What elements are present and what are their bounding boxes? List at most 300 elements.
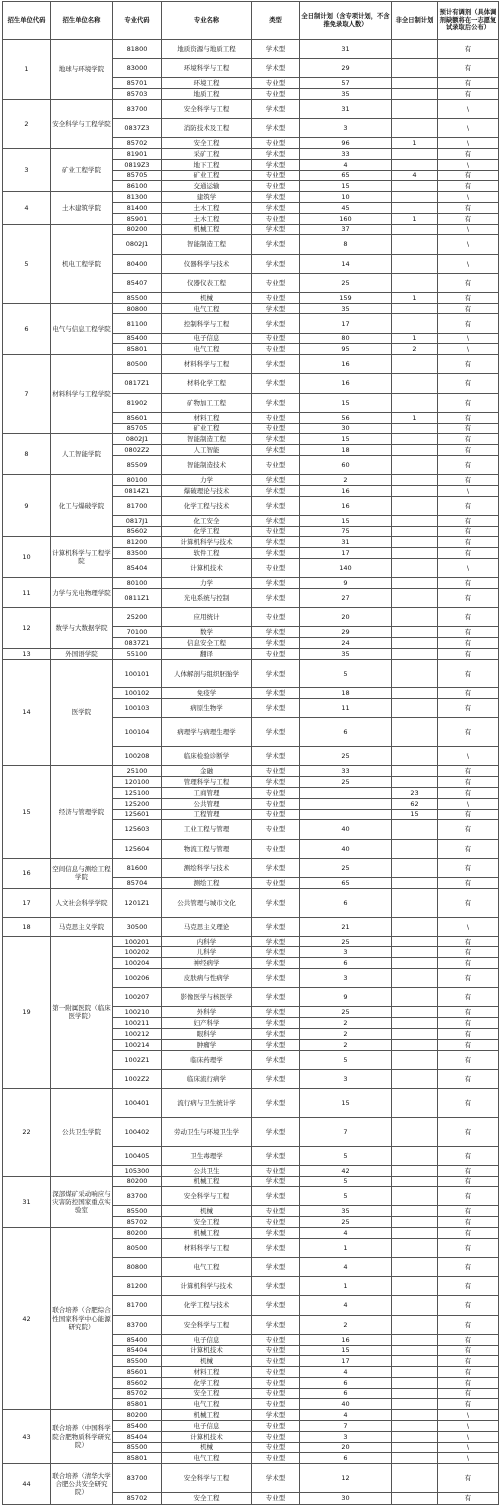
major-name-cell: 电子信息 xyxy=(162,1421,252,1432)
type-cell: 学术型 xyxy=(252,475,300,486)
adjustment-cell: \ xyxy=(438,485,499,496)
major-code-cell: 85705 xyxy=(113,423,162,434)
major-code-cell: 83000 xyxy=(113,59,162,78)
major-code-cell: 85703 xyxy=(113,89,162,100)
major-name-cell: 地质资源与地质工程 xyxy=(162,40,252,59)
adjustment-cell: 有 xyxy=(438,1258,499,1277)
fulltime-plan-cell: 11 xyxy=(300,699,392,718)
parttime-plan-cell xyxy=(392,1442,438,1453)
adjustment-cell: 有 xyxy=(438,1176,499,1187)
type-cell: 专业型 xyxy=(252,170,300,181)
type-cell: 学术型 xyxy=(252,485,300,496)
type-cell: 学术型 xyxy=(252,988,300,1007)
fulltime-plan-cell: 160 xyxy=(300,213,392,224)
major-code-cell: 30500 xyxy=(113,917,162,936)
parttime-plan-cell xyxy=(392,89,438,100)
table-row xyxy=(3,224,499,235)
parttime-plan-cell xyxy=(392,203,438,214)
adjustment-cell: \ xyxy=(438,192,499,203)
adjustment-cell: 有 xyxy=(438,1334,499,1345)
type-cell: 专业型 xyxy=(252,292,300,303)
major-code-cell: 125604 xyxy=(113,839,162,858)
major-code-cell: 85404 xyxy=(113,1345,162,1356)
fulltime-plan-cell: 21 xyxy=(300,917,392,936)
major-code-cell: 80200 xyxy=(113,1228,162,1239)
parttime-plan-cell xyxy=(392,1334,438,1345)
table-row xyxy=(3,659,499,688)
adjustment-cell: 有 xyxy=(438,936,499,947)
parttime-plan-cell: 1 xyxy=(392,138,438,149)
fulltime-plan-cell: 2 xyxy=(300,1018,392,1029)
major-code-cell: 85705 xyxy=(113,170,162,181)
type-cell: 专业型 xyxy=(252,820,300,839)
fulltime-plan-cell: 5 xyxy=(300,1187,392,1206)
adjustment-cell: 有 xyxy=(438,181,499,192)
major-name-cell: 计算机科学与技术 xyxy=(162,1277,252,1296)
major-code-cell: 85801 xyxy=(113,344,162,355)
adjustment-cell: \ xyxy=(438,224,499,235)
parttime-plan-cell xyxy=(392,119,438,138)
fulltime-plan-cell: 17 xyxy=(300,548,392,559)
adjustment-cell: 有 xyxy=(438,455,499,474)
parttime-plan-cell xyxy=(392,1028,438,1039)
type-cell: 学术型 xyxy=(252,224,300,235)
fulltime-plan-cell: 25 xyxy=(300,1217,392,1228)
adjustment-cell: 有 xyxy=(438,412,499,423)
parttime-plan-cell xyxy=(392,1039,438,1050)
unit-name-cell: 第一附属医院（临床医学院） xyxy=(51,936,113,1088)
type-cell: 专业型 xyxy=(252,1377,300,1388)
major-code-cell: 81800 xyxy=(113,40,162,59)
fulltime-plan-cell: 6 xyxy=(300,718,392,747)
table-row xyxy=(3,99,499,118)
adjustment-cell: \ xyxy=(438,558,499,577)
major-name-cell: 机械 xyxy=(162,1356,252,1367)
parttime-plan-cell xyxy=(392,496,438,515)
major-code-cell: 0817J1 xyxy=(113,515,162,526)
type-cell: 学术型 xyxy=(252,203,300,214)
fulltime-plan-cell: 2 xyxy=(300,1315,392,1334)
unit-name-cell: 联合培养（合肥综合性国家科学中心能源研究院） xyxy=(51,1228,113,1410)
type-cell: 专业型 xyxy=(252,1421,300,1432)
adjustment-cell: 有 xyxy=(438,548,499,559)
type-cell: 学术型 xyxy=(252,1228,300,1239)
adjustment-cell: \ xyxy=(438,1453,499,1464)
major-code-cell: 85500 xyxy=(113,1356,162,1367)
type-cell: 专业型 xyxy=(252,455,300,474)
col-header-unit-code: 招生单位代码 xyxy=(3,2,51,40)
major-name-cell: 消防技术及工程 xyxy=(162,119,252,138)
parttime-plan-cell xyxy=(392,149,438,160)
fulltime-plan-cell: 6 xyxy=(300,1388,392,1399)
adjustment-cell: 有 xyxy=(438,648,499,659)
parttime-plan-cell xyxy=(392,888,438,917)
adjustment-cell: 有 xyxy=(438,314,499,333)
fulltime-plan-cell: 3 xyxy=(300,969,392,988)
fulltime-plan-cell: 65 xyxy=(300,877,392,888)
type-cell: 学术型 xyxy=(252,777,300,788)
fulltime-plan-cell: 31 xyxy=(300,99,392,118)
major-name-cell: 机械工程 xyxy=(162,1410,252,1421)
parttime-plan-cell xyxy=(392,877,438,888)
major-code-cell: 125100 xyxy=(113,788,162,799)
fulltime-plan-cell: 16 xyxy=(300,374,392,393)
major-name-cell: 控制科学与工程 xyxy=(162,314,252,333)
type-cell: 学术型 xyxy=(252,314,300,333)
parttime-plan-cell xyxy=(392,1146,438,1165)
adjustment-cell: 有 xyxy=(438,699,499,718)
table-row xyxy=(3,578,499,589)
adjustment-cell: 有 xyxy=(438,393,499,412)
adjustment-cell: 有 xyxy=(438,374,499,393)
major-code-cell: 85702 xyxy=(113,1492,162,1504)
type-cell: 学术型 xyxy=(252,374,300,393)
type-cell: 专业型 xyxy=(252,1492,300,1504)
major-name-cell: 工商管理 xyxy=(162,788,252,799)
major-name-cell: 工业工程与管理 xyxy=(162,820,252,839)
table-row xyxy=(3,1410,499,1421)
parttime-plan-cell xyxy=(392,1187,438,1206)
major-code-cell: 85407 xyxy=(113,273,162,292)
fulltime-plan-cell: 56 xyxy=(300,412,392,423)
major-name-cell: 儿科学 xyxy=(162,947,252,958)
unit-name-cell: 安全科学与工程学院 xyxy=(51,99,113,148)
major-code-cell: 125601 xyxy=(113,809,162,820)
type-cell: 专业型 xyxy=(252,333,300,344)
adjustment-cell: 有 xyxy=(438,496,499,515)
major-code-cell: 100101 xyxy=(113,659,162,688)
major-name-cell: 卫生毒理学 xyxy=(162,1146,252,1165)
table-row xyxy=(3,917,499,936)
adjustment-cell: \ xyxy=(438,254,499,273)
fulltime-plan-cell: 5 xyxy=(300,1176,392,1187)
type-cell: 学术型 xyxy=(252,1238,300,1257)
parttime-plan-cell xyxy=(392,78,438,89)
fulltime-plan-cell: 40 xyxy=(300,839,392,858)
table-row xyxy=(3,888,499,917)
fulltime-plan-cell: 40 xyxy=(300,820,392,839)
major-code-cell: 85404 xyxy=(113,558,162,577)
adjustment-cell: 有 xyxy=(438,588,499,607)
adjustment-cell: 有 xyxy=(438,1464,499,1493)
unit-code-cell: 14 xyxy=(3,659,51,766)
major-code-cell: 0802J1 xyxy=(113,235,162,254)
unit-code-cell: 16 xyxy=(3,858,51,888)
fulltime-plan-cell: 6 xyxy=(300,1377,392,1388)
adjustment-cell: 有 xyxy=(438,273,499,292)
major-code-cell: 81100 xyxy=(113,314,162,333)
parttime-plan-cell xyxy=(392,40,438,59)
adjustment-cell: 有 xyxy=(438,213,499,224)
adjustment-cell: 有 xyxy=(438,1018,499,1029)
fulltime-plan-cell: 25 xyxy=(300,858,392,877)
type-cell: 学术型 xyxy=(252,1315,300,1334)
major-name-cell: 仪器仪表工程 xyxy=(162,273,252,292)
type-cell: 学术型 xyxy=(252,445,300,456)
fulltime-plan-cell: 25 xyxy=(300,777,392,788)
unit-code-cell: 18 xyxy=(3,917,51,936)
major-code-cell: 25200 xyxy=(113,608,162,627)
major-code-cell: 80400 xyxy=(113,254,162,273)
major-code-cell: 55100 xyxy=(113,648,162,659)
parttime-plan-cell: 1 xyxy=(392,412,438,423)
parttime-plan-cell: 62 xyxy=(392,798,438,809)
fulltime-plan-cell: 140 xyxy=(300,558,392,577)
major-code-cell: 100102 xyxy=(113,688,162,699)
major-name-cell: 工程管理 xyxy=(162,809,252,820)
fulltime-plan-cell: 9 xyxy=(300,988,392,1007)
major-name-cell: 公共管理 xyxy=(162,798,252,809)
type-cell: 专业型 xyxy=(252,558,300,577)
major-name-cell: 机械工程 xyxy=(162,224,252,235)
type-cell: 专业型 xyxy=(252,798,300,809)
type-cell: 学术型 xyxy=(252,1050,300,1069)
major-code-cell: 100401 xyxy=(113,1088,162,1117)
col-header-major-code: 专业代码 xyxy=(113,2,162,40)
major-name-cell: 测绘科学与技术 xyxy=(162,858,252,877)
type-cell: 专业型 xyxy=(252,1442,300,1453)
fulltime-plan-cell: 33 xyxy=(300,766,392,777)
fulltime-plan-cell: 29 xyxy=(300,59,392,78)
adjustment-cell: 有 xyxy=(438,475,499,486)
type-cell: 学术型 xyxy=(252,355,300,374)
type-cell: 学术型 xyxy=(252,1028,300,1039)
type-cell: 学术型 xyxy=(252,40,300,59)
major-name-cell: 免疫学 xyxy=(162,688,252,699)
adjustment-cell: \ xyxy=(438,235,499,254)
major-name-cell: 材料科学与工程 xyxy=(162,355,252,374)
unit-name-cell: 联合培养（中国科学院合肥物质科学研究院） xyxy=(51,1410,113,1464)
major-name-cell: 安全科学与工程 xyxy=(162,1464,252,1493)
major-name-cell: 内科学 xyxy=(162,936,252,947)
unit-name-cell: 电气与信息工程学院 xyxy=(51,303,113,355)
major-code-cell: 0802J1 xyxy=(113,434,162,445)
fulltime-plan-cell: 16 xyxy=(300,485,392,496)
type-cell: 学术型 xyxy=(252,936,300,947)
major-code-cell: 85400 xyxy=(113,1334,162,1345)
adjustment-cell: 有 xyxy=(438,59,499,78)
major-name-cell: 化学工程与技术 xyxy=(162,1296,252,1315)
table-row xyxy=(3,858,499,877)
major-name-cell: 土木工程 xyxy=(162,203,252,214)
type-cell: 学术型 xyxy=(252,1187,300,1206)
parttime-plan-cell xyxy=(392,1217,438,1228)
parttime-plan-cell xyxy=(392,1238,438,1257)
major-name-cell: 化工安全 xyxy=(162,515,252,526)
major-code-cell: 81200 xyxy=(113,1277,162,1296)
fulltime-plan-cell: 24 xyxy=(300,638,392,649)
unit-name-cell: 深部煤矿采动响应与灾害防控国家重点实验室 xyxy=(51,1176,113,1228)
major-code-cell: 80500 xyxy=(113,1238,162,1257)
parttime-plan-cell xyxy=(392,1315,438,1334)
table-row xyxy=(3,40,499,59)
parttime-plan-cell: 15 xyxy=(392,809,438,820)
unit-code-cell: 12 xyxy=(3,608,51,649)
fulltime-plan-cell: 2 xyxy=(300,1039,392,1050)
table-row xyxy=(3,434,499,445)
parttime-plan-cell xyxy=(392,537,438,548)
fulltime-plan-cell: 30 xyxy=(300,1492,392,1504)
parttime-plan-cell xyxy=(392,1277,438,1296)
table-body xyxy=(3,40,499,1505)
major-code-cell: 85400 xyxy=(113,333,162,344)
type-cell: 专业型 xyxy=(252,1453,300,1464)
adjustment-cell: 有 xyxy=(438,659,499,688)
fulltime-plan-cell: 15 xyxy=(300,515,392,526)
parttime-plan-cell xyxy=(392,1399,438,1410)
major-code-cell: 100208 xyxy=(113,747,162,766)
fulltime-plan-cell: 33 xyxy=(300,149,392,160)
unit-code-cell: 17 xyxy=(3,888,51,917)
adjustment-cell: 有 xyxy=(438,78,499,89)
major-name-cell: 数学 xyxy=(162,627,252,638)
major-name-cell: 皮肤病与性病学 xyxy=(162,969,252,988)
table-row xyxy=(3,648,499,659)
major-code-cell: 81901 xyxy=(113,149,162,160)
major-code-cell: 85500 xyxy=(113,1442,162,1453)
major-code-cell: 80800 xyxy=(113,1258,162,1277)
major-name-cell: 病理学与病理生理学 xyxy=(162,718,252,747)
major-code-cell: 100405 xyxy=(113,1146,162,1165)
parttime-plan-cell xyxy=(392,393,438,412)
major-code-cell: 80200 xyxy=(113,1410,162,1421)
type-cell: 学术型 xyxy=(252,1464,300,1493)
type-cell: 学术型 xyxy=(252,1018,300,1029)
major-code-cell: 0837Z3 xyxy=(113,119,162,138)
fulltime-plan-cell: 15 xyxy=(300,1088,392,1117)
major-code-cell: 100214 xyxy=(113,1039,162,1050)
parttime-plan-cell: 1 xyxy=(392,292,438,303)
adjustment-cell: 有 xyxy=(438,839,499,858)
type-cell: 学术型 xyxy=(252,958,300,969)
major-name-cell: 肿瘤学 xyxy=(162,1039,252,1050)
major-code-cell: 81300 xyxy=(113,192,162,203)
col-header-type: 类型 xyxy=(252,2,300,40)
parttime-plan-cell xyxy=(392,659,438,688)
major-name-cell: 环境科学与工程 xyxy=(162,59,252,78)
major-name-cell: 物流工程与管理 xyxy=(162,839,252,858)
adjustment-cell: 有 xyxy=(438,1228,499,1239)
parttime-plan-cell xyxy=(392,988,438,1007)
unit-code-cell: 6 xyxy=(3,303,51,355)
unit-name-cell: 地球与环境学院 xyxy=(51,40,113,100)
major-code-cell: 100204 xyxy=(113,958,162,969)
adjustment-cell: 有 xyxy=(438,1165,499,1176)
table-row xyxy=(3,1228,499,1239)
adjustment-cell: 有 xyxy=(438,1388,499,1399)
adjustment-cell: 有 xyxy=(438,1492,499,1504)
adjustment-cell: 有 xyxy=(438,1050,499,1069)
type-cell: 专业型 xyxy=(252,526,300,537)
parttime-plan-cell xyxy=(392,273,438,292)
major-code-cell: 86100 xyxy=(113,181,162,192)
type-cell: 学术型 xyxy=(252,303,300,314)
adjustment-cell: 有 xyxy=(438,766,499,777)
parttime-plan-cell xyxy=(392,1069,438,1088)
unit-name-cell: 经济与管理学院 xyxy=(51,766,113,858)
adjustment-cell: 有 xyxy=(438,1345,499,1356)
major-name-cell: 材料科学与工程 xyxy=(162,1238,252,1257)
fulltime-plan-cell: 3 xyxy=(300,1069,392,1088)
major-name-cell: 采矿工程 xyxy=(162,149,252,160)
fulltime-plan-cell: 4 xyxy=(300,1410,392,1421)
parttime-plan-cell xyxy=(392,192,438,203)
major-code-cell: 105300 xyxy=(113,1165,162,1176)
parttime-plan-cell xyxy=(392,1165,438,1176)
major-name-cell: 光电系统与控制 xyxy=(162,588,252,607)
parttime-plan-cell xyxy=(392,303,438,314)
parttime-plan-cell xyxy=(392,445,438,456)
header-row xyxy=(3,2,499,40)
parttime-plan-cell xyxy=(392,1492,438,1504)
type-cell: 学术型 xyxy=(252,119,300,138)
type-cell: 专业型 xyxy=(252,1399,300,1410)
parttime-plan-cell xyxy=(392,718,438,747)
adjustment-cell: 有 xyxy=(438,1377,499,1388)
adjustment-cell: 有 xyxy=(438,445,499,456)
fulltime-plan-cell: 3 xyxy=(300,947,392,958)
major-code-cell: 81200 xyxy=(113,537,162,548)
parttime-plan-cell: 1 xyxy=(392,333,438,344)
unit-code-cell: 22 xyxy=(3,1088,51,1176)
parttime-plan-cell xyxy=(392,1421,438,1432)
adjustment-cell: 有 xyxy=(438,877,499,888)
major-name-cell: 材料化学工程 xyxy=(162,374,252,393)
unit-name-cell: 医学院 xyxy=(51,659,113,766)
major-name-cell: 化学工程 xyxy=(162,1377,252,1388)
unit-name-cell: 化工与爆破学院 xyxy=(51,475,113,537)
type-cell: 专业型 xyxy=(252,412,300,423)
parttime-plan-cell xyxy=(392,1464,438,1493)
fulltime-plan-cell: 31 xyxy=(300,537,392,548)
fulltime-plan-cell: 16 xyxy=(300,1334,392,1345)
major-name-cell: 应用统计 xyxy=(162,608,252,627)
major-name-cell: 机械工程 xyxy=(162,1176,252,1187)
col-header-fulltime-plan: 全日制计划（含专项计划，不含推免录取人数） xyxy=(300,2,392,40)
unit-code-cell: 7 xyxy=(3,355,51,434)
fulltime-plan-cell: 27 xyxy=(300,588,392,607)
type-cell: 专业型 xyxy=(252,181,300,192)
type-cell: 学术型 xyxy=(252,393,300,412)
adjustment-cell: \ xyxy=(438,119,499,138)
col-header-unit-name: 招生单位名称 xyxy=(51,2,113,40)
major-code-cell: 80200 xyxy=(113,1176,162,1187)
fulltime-plan-cell xyxy=(300,798,392,809)
major-name-cell: 影像医学与核医学 xyxy=(162,988,252,1007)
adjustment-cell: \ xyxy=(438,1421,499,1432)
major-code-cell: 1002Z2 xyxy=(113,1069,162,1088)
major-name-cell: 电气工程 xyxy=(162,303,252,314)
adjustment-cell: \ xyxy=(438,917,499,936)
unit-name-cell: 人工智能学院 xyxy=(51,434,113,475)
major-code-cell: 83700 xyxy=(113,1464,162,1493)
adjustment-cell: 有 xyxy=(438,1117,499,1146)
unit-name-cell: 数学与大数据学院 xyxy=(51,608,113,649)
major-code-cell: 100206 xyxy=(113,969,162,988)
fulltime-plan-cell: 14 xyxy=(300,254,392,273)
major-name-cell: 电子信息 xyxy=(162,333,252,344)
adjustment-cell: 有 xyxy=(438,149,499,160)
major-name-cell: 眼科学 xyxy=(162,1028,252,1039)
type-cell: 学术型 xyxy=(252,496,300,515)
parttime-plan-cell xyxy=(392,1296,438,1315)
parttime-plan-cell xyxy=(392,455,438,474)
major-name-cell: 安全科学与工程 xyxy=(162,1187,252,1206)
fulltime-plan-cell: 20 xyxy=(300,1442,392,1453)
type-cell: 学术型 xyxy=(252,254,300,273)
fulltime-plan-cell: 75 xyxy=(300,526,392,537)
parttime-plan-cell xyxy=(392,1018,438,1029)
